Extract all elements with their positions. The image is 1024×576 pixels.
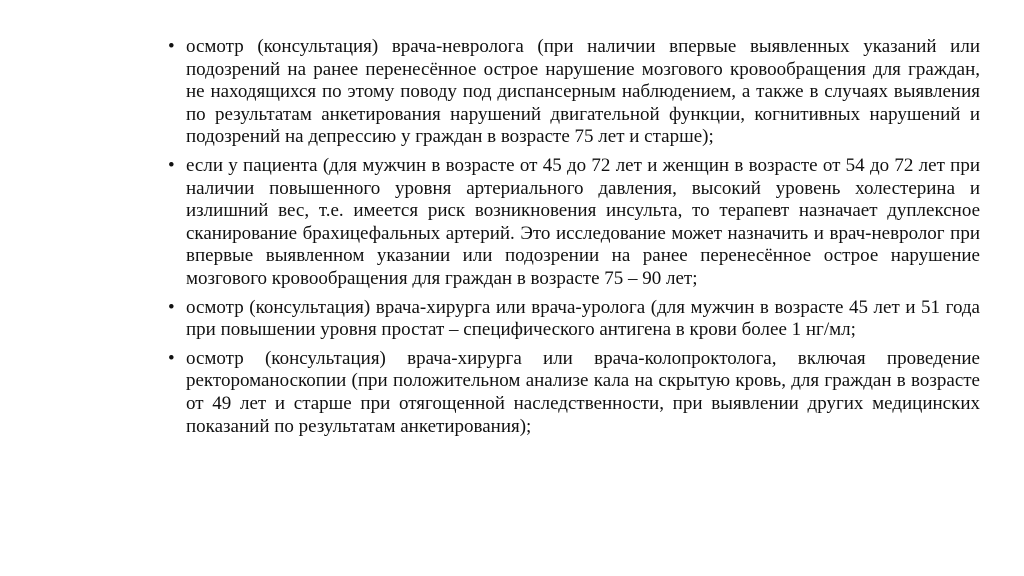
bullet-marker: • [168, 154, 175, 176]
bullet-list-container [168, 36, 980, 444]
list-item-text: осмотр (консультация) врача-невролога (при наличии впервые выявленных указаний или подозрений на ранее перенесённое острое нарушение мозгового кровообращения для граждан, не находящихся по этому поводу под диспансерным наблюдением, а также в случаях выявления по результатам анкетирования нарушений двигательной функции, когнитивных нарушений и подозрений на депрессию у граждан в возрасте 75 лет и старше); [186, 36, 980, 148]
list-item [168, 297, 980, 342]
bullet-marker: • [168, 36, 175, 57]
list-item-text: если у пациента (для мужчин в возрасте от 45 до 72 лет и женщин в возрасте от 54 до 72 лет при наличии повышенного уровня артериального давления, высокий уровень холестерина и излишний вес, т.е. имеется риск возникновения инсульта, то терапевт назначает дуплексное сканирование брахицефальных артерий. Это исследование может назначить и врач-невролог при впервые выявленном указании или подозрении на ранее перенесённое острое нарушение мозгового кровообращения для граждан в возрасте 75 – 90 лет; [186, 154, 980, 289]
list-item-text: осмотр (консультация) врача-хирурга или врача-уролога (для мужчин в возрасте 45 лет и 51 года при повышении уровня простат – специфического антигена в крови более 1 нг/мл; [186, 296, 980, 341]
list-item [168, 155, 980, 291]
bullet-list [168, 36, 980, 438]
list-item-text: осмотр (консультация) врача-хирурга или врача-колопроктолога, включая проведение ректороманоскопии (при положительном анализе кала на скрытую кровь, для граждан в возрасте от 49 лет и старше при отягощенной наследственности, при выявлении других медицинских показаний по результатам анкетирования); [186, 347, 980, 437]
list-item [168, 348, 980, 438]
bullet-marker: • [168, 296, 175, 318]
bullet-marker: • [168, 347, 175, 369]
list-item [168, 36, 980, 149]
